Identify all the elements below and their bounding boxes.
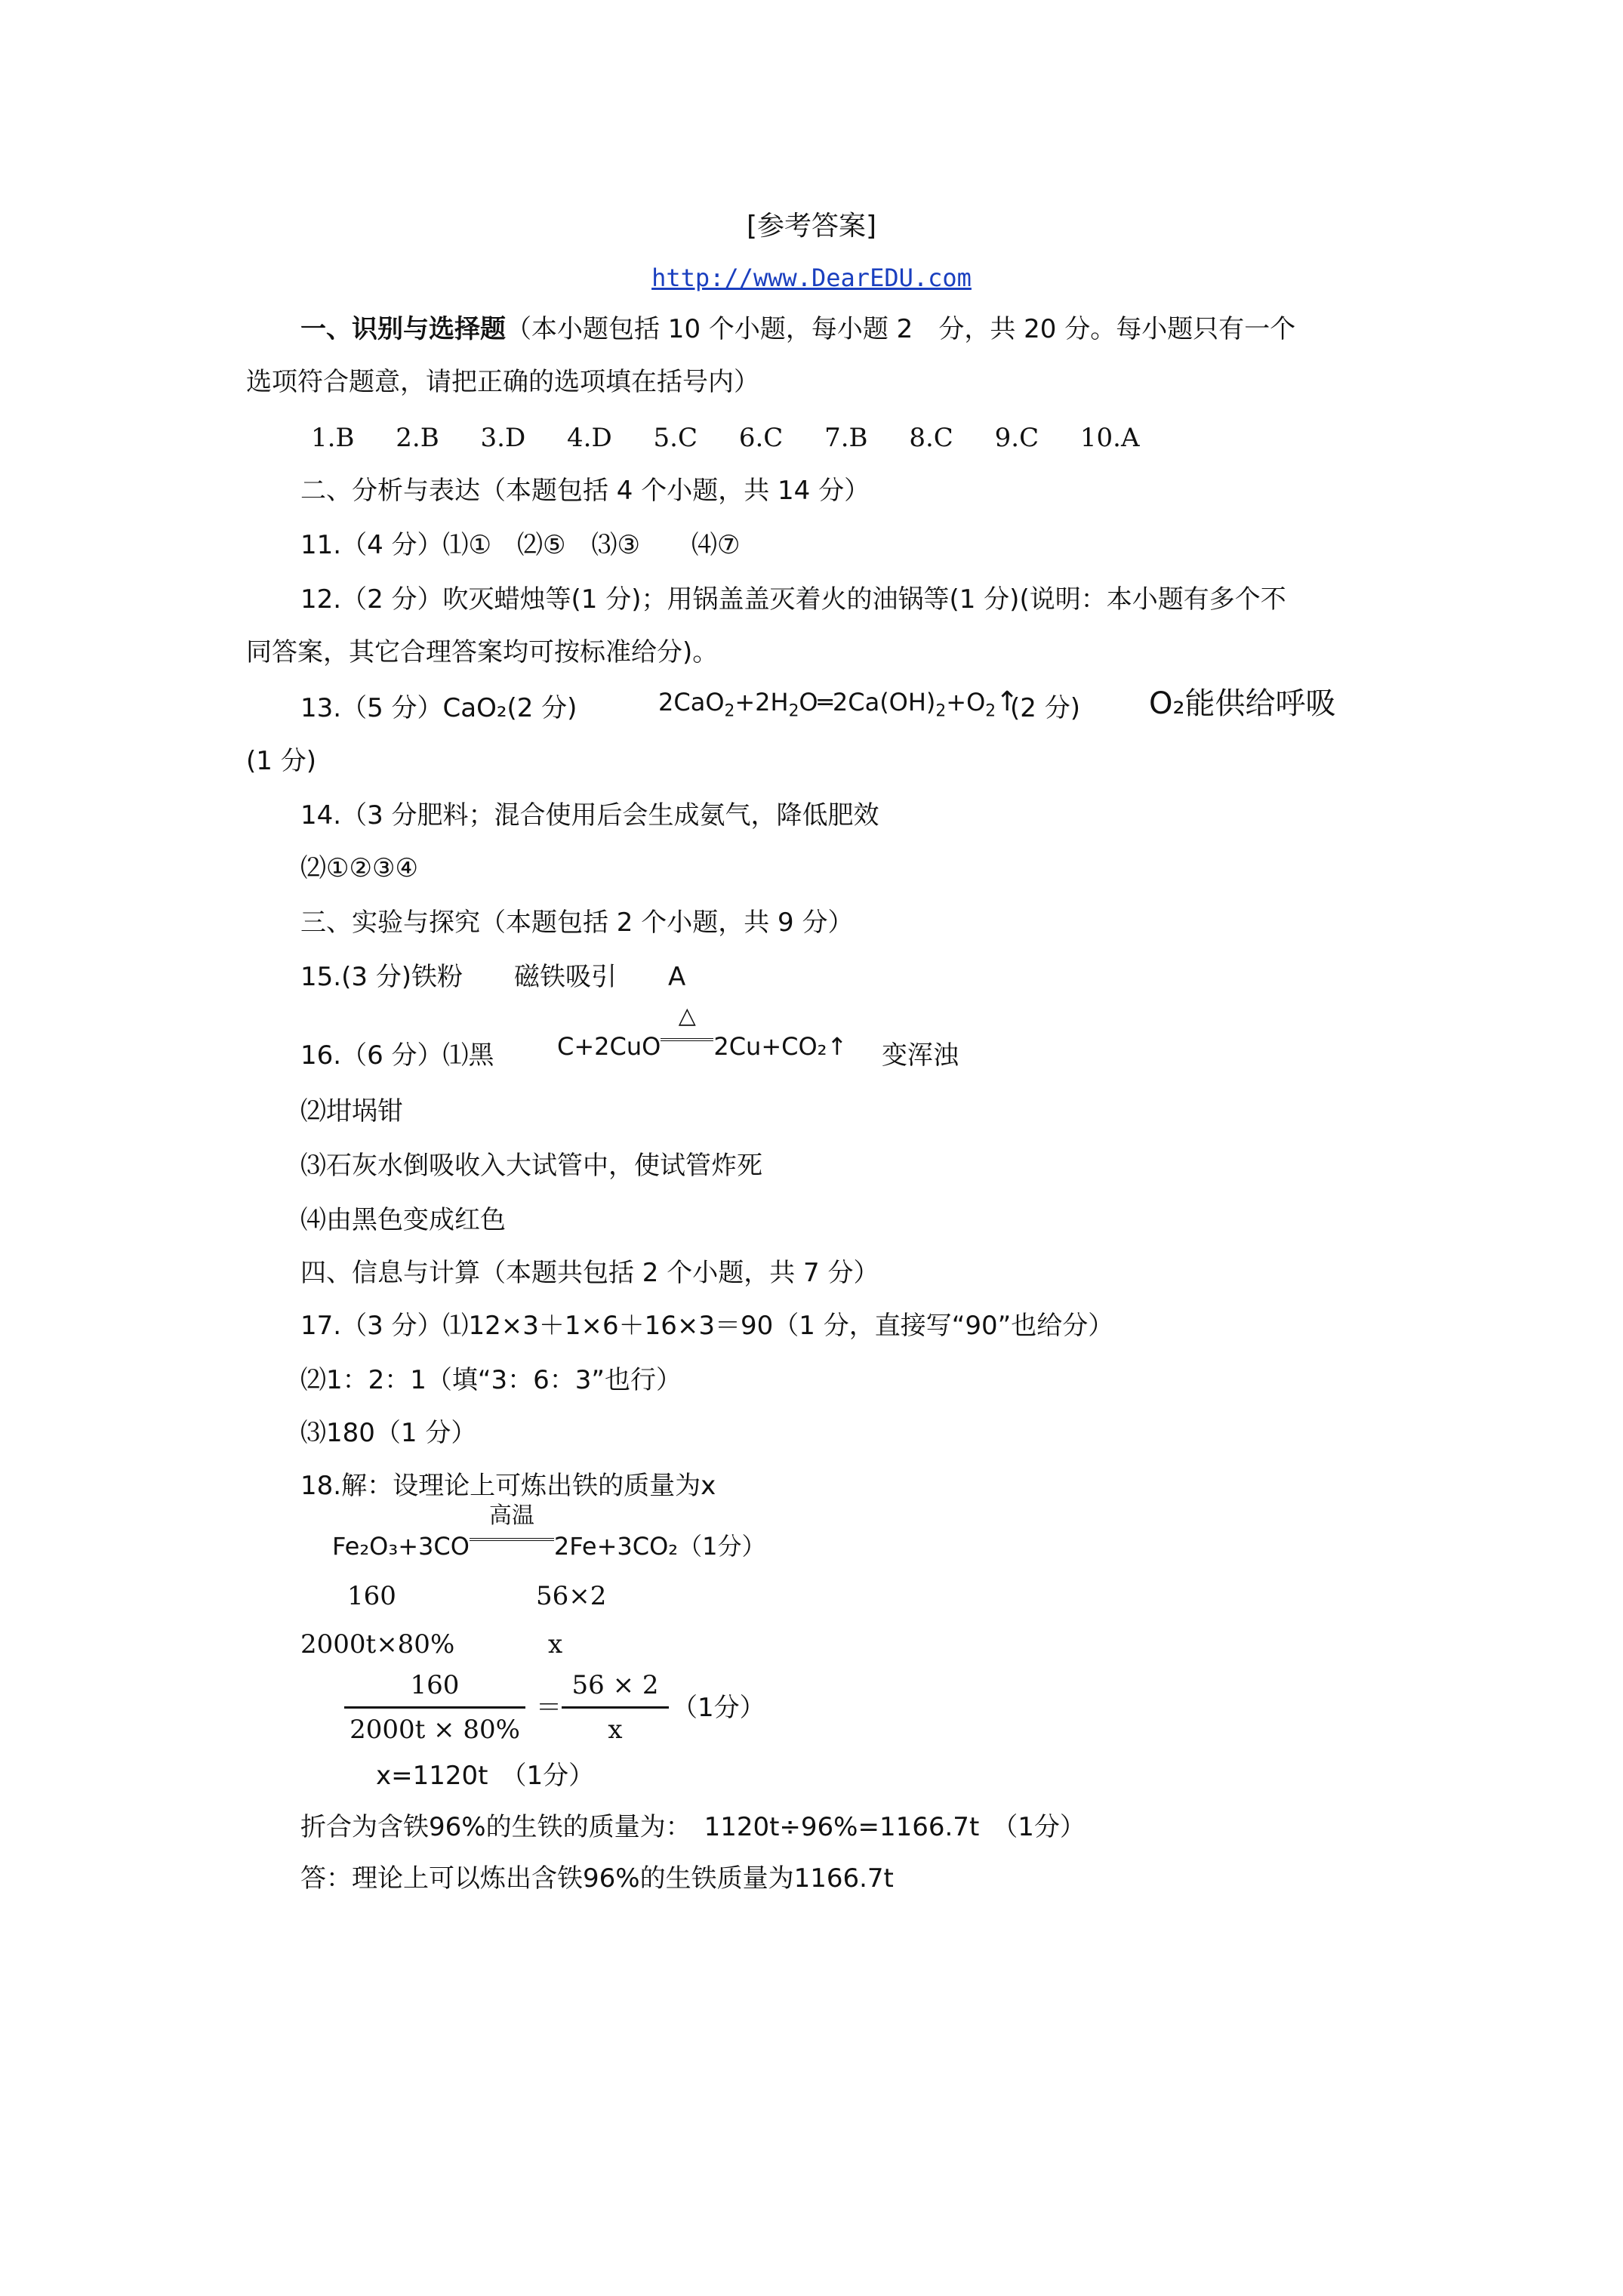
- answer-9: 9.C: [994, 423, 1039, 453]
- q16-part3: ⑶石灰水倒吸收入大试管中，使试管炸死: [300, 1151, 762, 1181]
- source-link[interactable]: http://www.DearEDU.com: [651, 264, 972, 292]
- answer-4: 4.D: [567, 423, 612, 453]
- q12-answer-line1: 12.（2 分）吹灭蜡烛等(1 分)；用锅盖盖灭着火的油锅等(1 分)(说明：本小题有多个不: [300, 584, 1286, 615]
- q12-answer-line2: 同答案，其它合理答案均可按标准给分)。: [246, 637, 719, 667]
- q16-part4: ⑷由黑色变成红色: [300, 1205, 506, 1235]
- q18-fraction-score: （1分）: [672, 1693, 765, 1723]
- section4-heading: 四、信息与计算（本题共包括 2 个小题，共 7 分）: [300, 1258, 879, 1288]
- answer-10: 10.A: [1079, 423, 1140, 453]
- q18-final-answer: 答：理论上可以炼出含铁96%的生铁质量为1166.7t: [300, 1863, 894, 1894]
- q16-prefix: 16.（6 分）⑴黑: [300, 1040, 494, 1071]
- answer-2: 2.B: [396, 423, 439, 453]
- answer-3: 3.D: [480, 423, 526, 453]
- page-title: [参考答案]: [746, 211, 877, 242]
- section1-note-line2: 选项符合题意，请把正确的选项填在括号内）: [246, 367, 759, 397]
- q18-equation: Fe₂O₃+3CO 高温 2Fe+3CO₂（1分）: [332, 1530, 766, 1563]
- q18-result: x=1120t （1分）: [376, 1761, 595, 1791]
- q15-answer: 15.(3 分)铁粉 磁铁吸引 A: [300, 962, 686, 992]
- answer-6: 6.C: [738, 423, 784, 453]
- q18-intro: 18.解：设理论上可炼出铁的质量为x: [300, 1471, 716, 1501]
- q18-fraction-2: $\frac{56 \times 2}{x}$: [562, 1669, 669, 1746]
- q18-fraction-1: $\frac{160}{2000t \times 80\%}$: [344, 1669, 525, 1746]
- answer-7: 7.B: [824, 423, 868, 453]
- q13-tail: O₂能供给呼吸: [1149, 686, 1336, 721]
- choice-answers: [311, 421, 1173, 455]
- q14-line1: 14.（3 分肥料；混合使用后会生成氨气，降低肥效: [300, 800, 879, 831]
- q13-score: (2 分): [1010, 693, 1080, 723]
- q18-ratio-right-1: 56×2: [536, 1581, 607, 1611]
- answer-8: 8.C: [909, 423, 953, 453]
- q17-part2: ⑵1：2：1（填“3：6：3”也行）: [300, 1365, 682, 1395]
- section2-heading: 二、分析与表达（本题包括 4 个小题，共 14 分）: [300, 476, 870, 506]
- section1-heading: 一、识别与选择题: [300, 314, 506, 344]
- section1-note: （本小题包括 10 个小题，每小题 2 分，共 20 分。每小题只有一个: [506, 314, 1296, 344]
- section1-line1: [300, 313, 1295, 346]
- q18-ratio-left-1: 160: [347, 1581, 396, 1611]
- q14-line2: ⑵①②③④: [300, 853, 418, 883]
- answer-1: 1.B: [311, 423, 355, 453]
- section3-heading: 三、实验与探究（本题包括 2 个小题，共 9 分）: [300, 908, 854, 938]
- q13-prefix: 13.（5 分）CaO₂(2 分): [300, 693, 577, 723]
- high-temp-condition: 高温: [470, 1530, 554, 1563]
- q11-answer: 11.（4 分）⑴① ⑵⑤ ⑶③ ⑷⑦: [300, 530, 741, 560]
- q13-line2: (1 分): [246, 746, 316, 776]
- q18-ratio-left-2: 2000t×80%: [300, 1629, 455, 1660]
- q18-conversion: 折合为含铁96%的生铁的质量为： 1120t÷96%=1166.7t （1分）: [300, 1812, 1086, 1842]
- answer-5: 5.C: [653, 423, 698, 453]
- q18-ratio-right-2: x: [548, 1629, 563, 1660]
- q17-part1: 17.（3 分）⑴12×3＋1×6＋16×3＝90（1 分，直接写“90”也给分）: [300, 1311, 1114, 1341]
- heat-condition: △: [661, 1030, 713, 1063]
- q17-part3: ⑶180（1 分）: [300, 1418, 477, 1448]
- q16-equation: C+2CuO △ 2Cu+CO₂↑: [557, 1030, 847, 1063]
- q13-equation: $2CaO_2+2H_2O═2Ca(OH)_2+O_2↑$: [658, 686, 1019, 721]
- q16-tail: 变浑浊: [882, 1040, 959, 1071]
- q16-part2: ⑵坩埚钳: [300, 1096, 403, 1126]
- q18-equals: ＝: [536, 1693, 562, 1723]
